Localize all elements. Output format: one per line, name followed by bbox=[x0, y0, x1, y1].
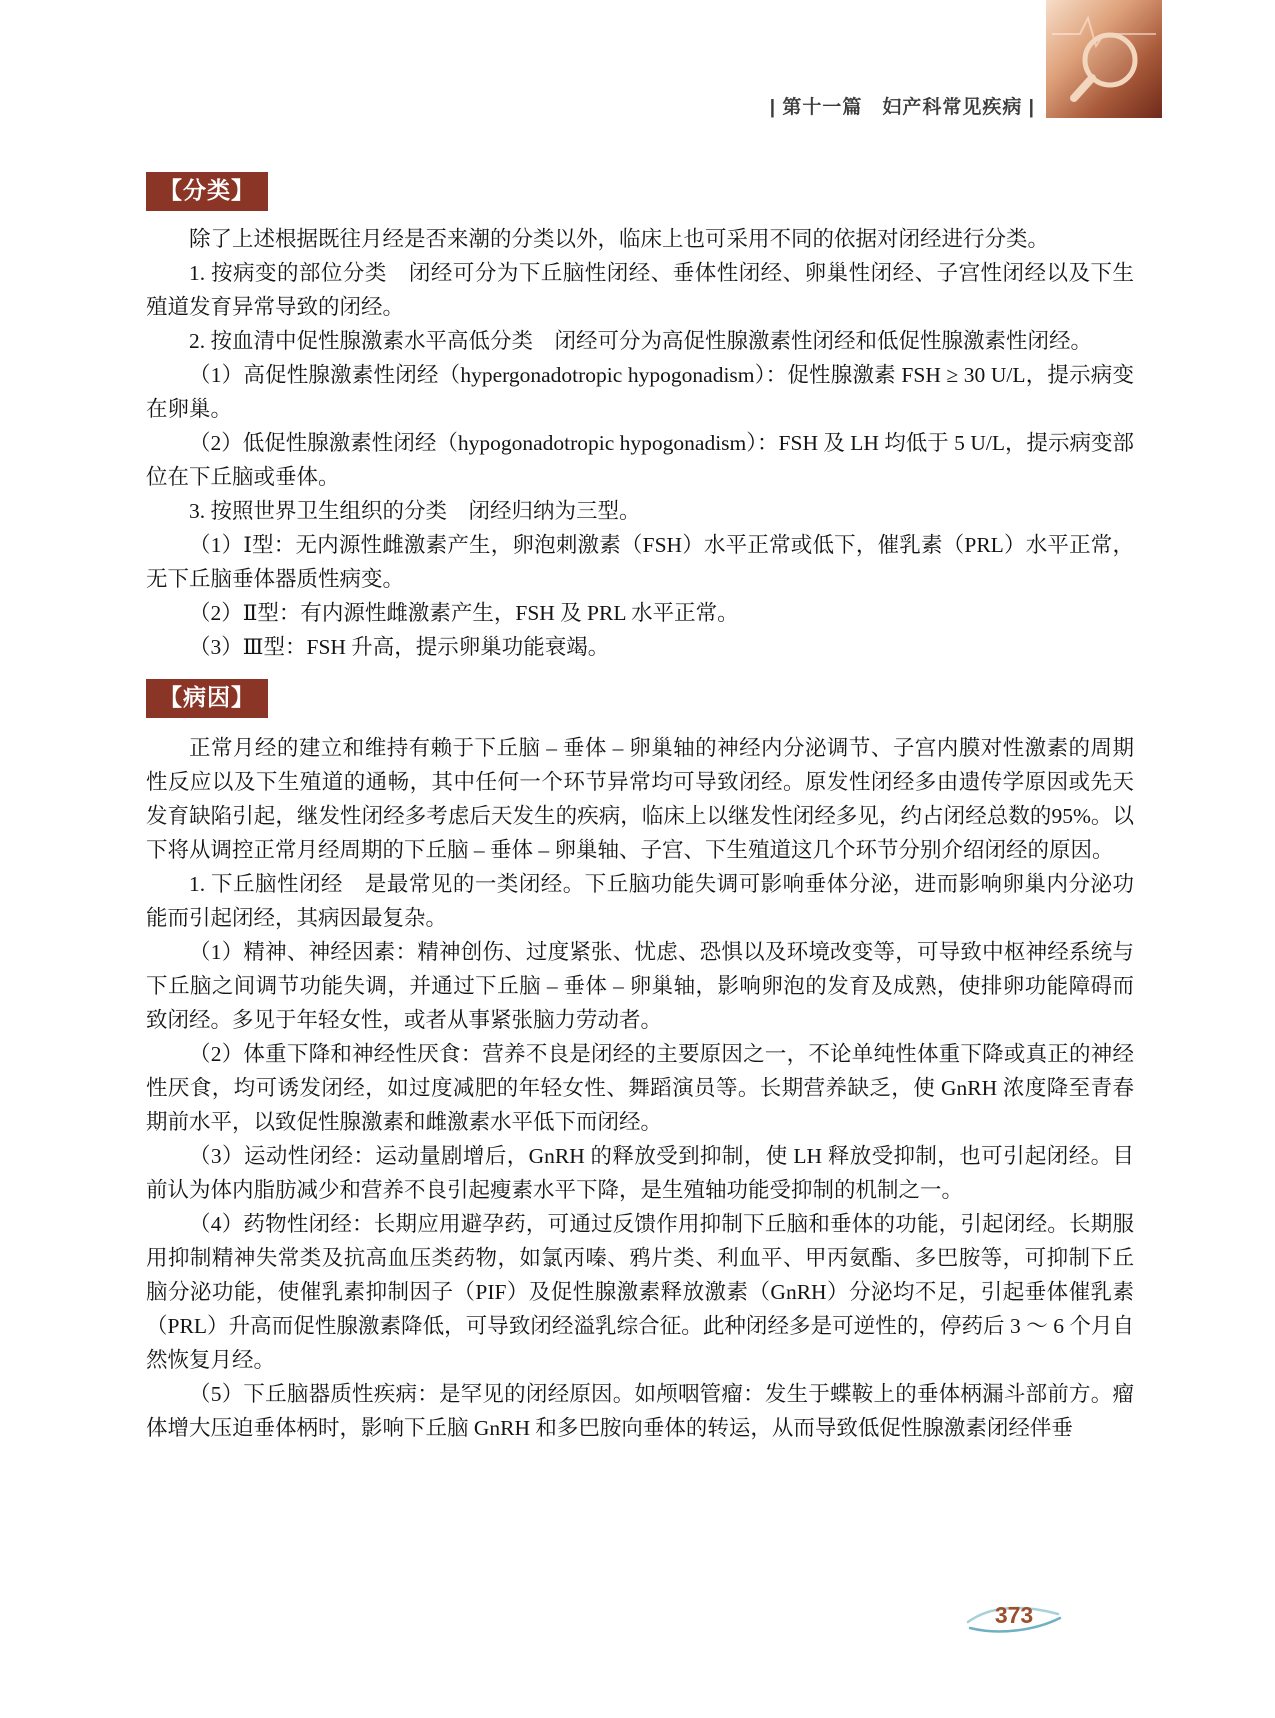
paragraph: （2）低促性腺激素性闭经（hypogonadotropic hypogonadism）：FSH 及 LH 均低于 5 U/L，提示病变部位在下丘脑或垂体。 bbox=[146, 431, 1134, 489]
paragraph: 2. 按血清中促性腺激素水平高低分类 闭经可分为高促性腺激素性闭经和低促性腺激素性闭经。 bbox=[189, 329, 1093, 353]
section-heading-row bbox=[146, 679, 1134, 718]
paragraph: （3）Ⅲ型：FSH 升高，提示卵巢功能衰竭。 bbox=[189, 635, 610, 659]
section-title-etiology: 【病因】 bbox=[146, 679, 268, 718]
section-heading-row bbox=[146, 172, 1134, 211]
corner-decoration-art bbox=[1046, 0, 1162, 118]
paragraph: （2）Ⅱ型：有内源性雌激素产生，FSH 及 PRL 水平正常。 bbox=[189, 601, 739, 625]
page-number-area bbox=[966, 1598, 1062, 1638]
paragraph: 1. 按病变的部位分类 闭经可分为下丘脑性闭经、垂体性闭经、卵巢性闭经、子宫性闭经以及下生殖道发育异常导致的闭经。 bbox=[146, 261, 1134, 319]
running-header: | 第十一篇 妇产科常见疾病 | bbox=[769, 97, 1035, 118]
corner-decoration bbox=[1046, 0, 1162, 118]
paragraph: （1）精神、神经因素：精神创伤、过度紧张、忧虑、恐惧以及环境改变等，可导致中枢神经系统与下丘脑之间调节功能失调，并通过下丘脑 – 垂体 – 卵巢轴，影响卵泡的发育及成熟，使排卵功能障碍而致闭经。多见于年轻女性，或者从事紧张脑力劳动者。 bbox=[146, 940, 1134, 1032]
paragraph: （3）运动性闭经：运动量剧增后，GnRH 的释放受到抑制，使 LH 释放受抑制，也可引起闭经。目前认为体内脂肪减少和营养不良引起瘦素水平下降，是生殖轴功能受抑制的机制之一。 bbox=[146, 1144, 1134, 1202]
page-number: 373 bbox=[994, 1602, 1034, 1628]
paragraph: （4）药物性闭经：长期应用避孕药，可通过反馈作用抑制下丘脑和垂体的功能，引起闭经。长期服用抑制精神失常类及抗高血压类药物，如氯丙嗪、鸦片类、利血平、甲丙氨酯、多巴胺等，可抑制下丘脑分泌功能，使催乳素抑制因子（PIF）及促性腺激素释放激素（GnRH）分泌均不足，引起垂体催乳素（PRL）升高而促性腺激素降低，可导致闭经溢乳综合征。此种闭经多是可逆性的，停药后 3 ～ 6 个月自然恢复月经。 bbox=[146, 1212, 1134, 1372]
paragraph: 正常月经的建立和维持有赖于下丘脑 – 垂体 – 卵巢轴的神经内分泌调节、子宫内膜对性激素的周期性反应以及下生殖道的通畅，其中任何一个环节异常均可导致闭经。原发性闭经多由遗传学原因或先天发育缺陷引起，继发性闭经多考虑后天发生的疾病，临床上以继发性闭经多见，约占闭经总数的95%。以下将从调控正常月经周期的下丘脑 – 垂体 – 卵巢轴、子宫、下生殖道这几个环节分别介绍闭经的原因。 bbox=[146, 736, 1134, 862]
page-content bbox=[146, 172, 1134, 1445]
section-title-classification: 【分类】 bbox=[146, 172, 268, 211]
paragraph: （1）高促性腺激素性闭经（hypergonadotropic hypogonadism）：促性腺激素 FSH ≥ 30 U/L，提示病变在卵巢。 bbox=[146, 363, 1134, 421]
paragraph: （5）下丘脑器质性疾病：是罕见的闭经原因。如颅咽管瘤：发生于蝶鞍上的垂体柄漏斗部前方。瘤体增大压迫垂体柄时，影响下丘脑 GnRH 和多巴胺向垂体的转运，从而导致低促性腺激素闭经伴垂 bbox=[146, 1382, 1134, 1440]
paragraph: 除了上述根据既往月经是否来潮的分类以外，临床上也可采用不同的依据对闭经进行分类。 bbox=[189, 227, 1050, 251]
paragraph: （1）Ⅰ型：无内源性雌激素产生，卵泡刺激素（FSH）水平正常或低下，催乳素（PRL）水平正常，无下丘脑垂体器质性病变。 bbox=[146, 533, 1134, 591]
paragraph: 1. 下丘脑性闭经 是最常见的一类闭经。下丘脑功能失调可影响垂体分泌，进而影响卵巢内分泌功能而引起闭经，其病因最复杂。 bbox=[146, 872, 1134, 930]
paragraph: （2）体重下降和神经性厌食：营养不良是闭经的主要原因之一，不论单纯性体重下降或真正的神经性厌食，均可诱发闭经，如过度减肥的年轻女性、舞蹈演员等。长期营养缺乏，使 GnRH 浓度降至青春期前水平，以致促性腺激素和雌激素水平低下而闭经。 bbox=[146, 1042, 1134, 1134]
paragraph: 3. 按照世界卫生组织的分类 闭经归纳为三型。 bbox=[189, 499, 641, 523]
